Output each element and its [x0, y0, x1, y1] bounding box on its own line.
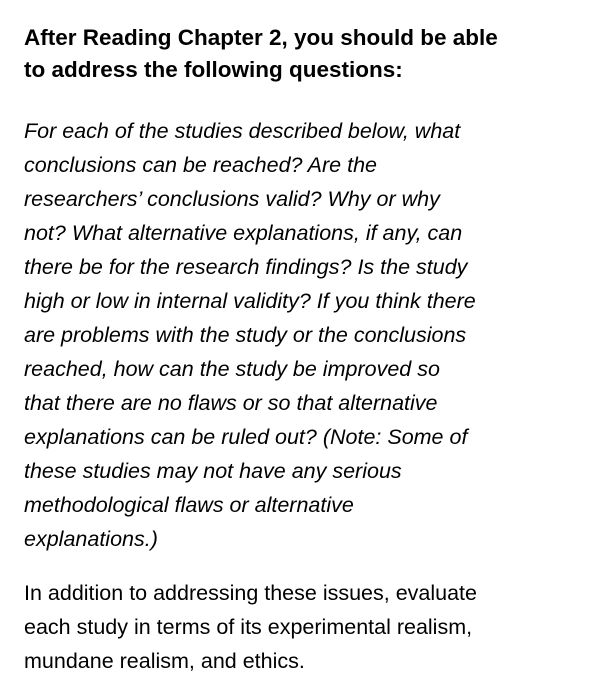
heading-line: to address the following questions:	[24, 57, 403, 82]
evaluation-line: In addition to addressing these issues, evaluate	[24, 581, 477, 605]
heading-line: After Reading Chapter 2, you should be able	[24, 25, 498, 50]
instructions-paragraph	[24, 114, 574, 556]
instructions-line: explanations.)	[24, 527, 158, 551]
instructions-line: explanations can be ruled out? (Note: Some of	[24, 425, 468, 449]
instructions-line: there be for the research findings? Is the study	[24, 255, 468, 279]
instructions-line: high or low in internal validity? If you think there	[24, 289, 476, 313]
instructions-line: not? What alternative explanations, if any, can	[24, 221, 463, 245]
instructions-line: researchers’ conclusions valid? Why or why	[24, 187, 440, 211]
instructions-line: are problems with the study or the conclusions	[24, 323, 467, 347]
evaluation-paragraph	[24, 576, 574, 678]
evaluation-line: each study in terms of its experimental realism,	[24, 615, 473, 639]
evaluation-line: mundane realism, and ethics.	[24, 649, 305, 673]
instructions-line: methodological flaws or alternative	[24, 493, 354, 517]
instructions-line: these studies may not have any serious	[24, 459, 402, 483]
instructions-line: that there are no flaws or so that alternative	[24, 391, 438, 415]
instructions-line: conclusions can be reached? Are the	[24, 153, 377, 177]
instructions-line: For each of the studies described below, what	[24, 119, 461, 143]
page-heading	[24, 22, 574, 86]
document-page	[24, 22, 574, 678]
instructions-line: reached, how can the study be improved so	[24, 357, 440, 381]
